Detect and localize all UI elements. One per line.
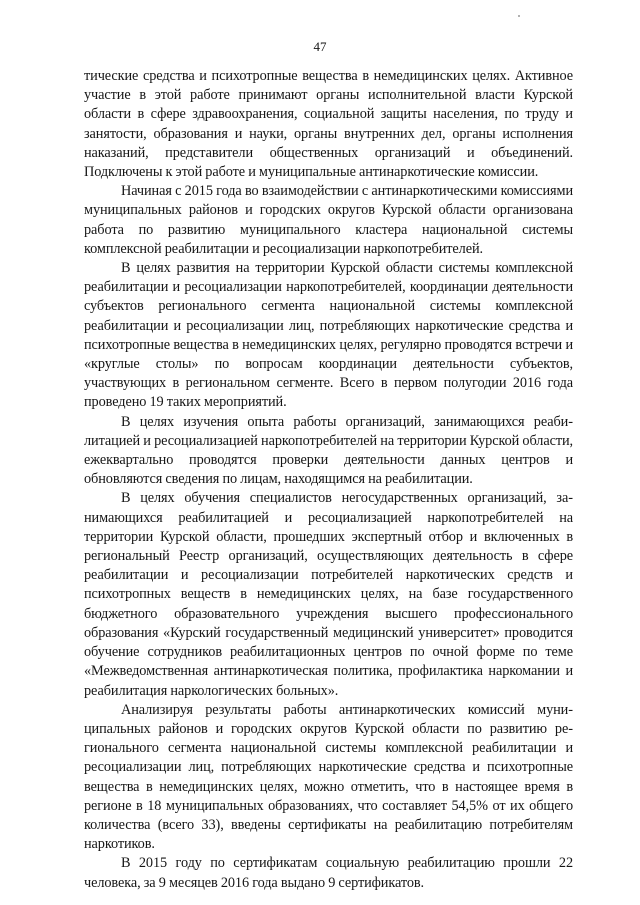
paragraph-continuation: тические средства и психотропные вещества в немедицинских целях. Активное участие в этой работе принимают органы исполнительной власти Курской области в сфере здравоохранения, социальной защиты населения, по труду и занятости, образования и науки, органы внутренних дел, органы исполнения наказаний, представители общественных организаций и объединений. Подключены к этой работе и муниципальные антинаркотические комиссии. xyxy=(84,68,573,181)
page-number: 47 xyxy=(313,39,327,54)
body-text xyxy=(84,67,573,893)
paragraph-specialist-training: В целях обучения специалистов негосударственных организаций, занимающихся реабилитацией и ресоциализацией наркопотребителей на территории Курской области, прошедших экспертный отбор и включенных в региональный Реестр организаций, осуществляющих деятельность в сфере реабилитации и ресоциализации потребителей наркотических средств и психотропных веществ в немедицинских целях, на базе государственного бюджетного образовательного учреждения высшего профессионального образования «Курский государственный медицинский университет» проводится обучение сотрудников реабилитационных центров по очной форме по теме «Межведомственная антинаркотическая политика, профилактика наркомании и реабилитация наркологических больных». xyxy=(84,490,573,699)
paragraph-certificates-stats: В 2015 году по сертификатам социальную реабилитацию прошли 22 человека, за 9 месяцев 2016 года выдано 9 сертификатов. xyxy=(84,855,573,891)
paragraph-cluster-2015: Начиная с 2015 года во взаимодействии с антинаркотическими комиссиями муниципальных районов и городских округов Курской области организована работа по развитию муниципального кластера национальной системы комплексной реабилитации и ресоциализации наркопотребителей. xyxy=(84,183,573,257)
paragraph-certificates-analysis: Анализируя результаты работы антинаркотических комиссий муниципальных районов и городских округов Курской области по развитию регионального сегмента национальной системы комплексной реабилитации и ресоциализации лиц, потребляющих наркотические средства и психотропные вещества в немедицинских целях, можно отметить, что в настоящее время в регионе в 18 муниципальных образованиях, что составляет 54,5% от их общего количества (всего 33), введены сертификаты на реабилитацию потребителям наркотиков. xyxy=(84,701,573,853)
paragraph-coordination-meetings: В целях развития на территории Курской области системы комплексной реабилитации и ресоциализации наркопотребителей, координации деятельности субъектов регионального сегмента национальной системы комплексной реабилитации и ресоциализации лиц, потребляющих наркотические средства и психотропные вещества в немедицинских целях, регулярно проводятся встречи и «круглые столы» по вопросам координации деятельности субъектов, участвующих в региональном сегменте. Всего в первом полугодии 2016 года проведено 19 таких мероприятий. xyxy=(84,260,573,411)
paragraph-quarterly-inspections: В целях изучения опыта работы организаций, занимающихся реабилитацией и ресоциализацией наркопотребителей на территории Курской области, ежеквартально проводятся проверки деятельности данных центров и обновляются сведения по лицам, находящимся на реабилитации. xyxy=(84,413,573,488)
scan-speck xyxy=(518,15,520,17)
